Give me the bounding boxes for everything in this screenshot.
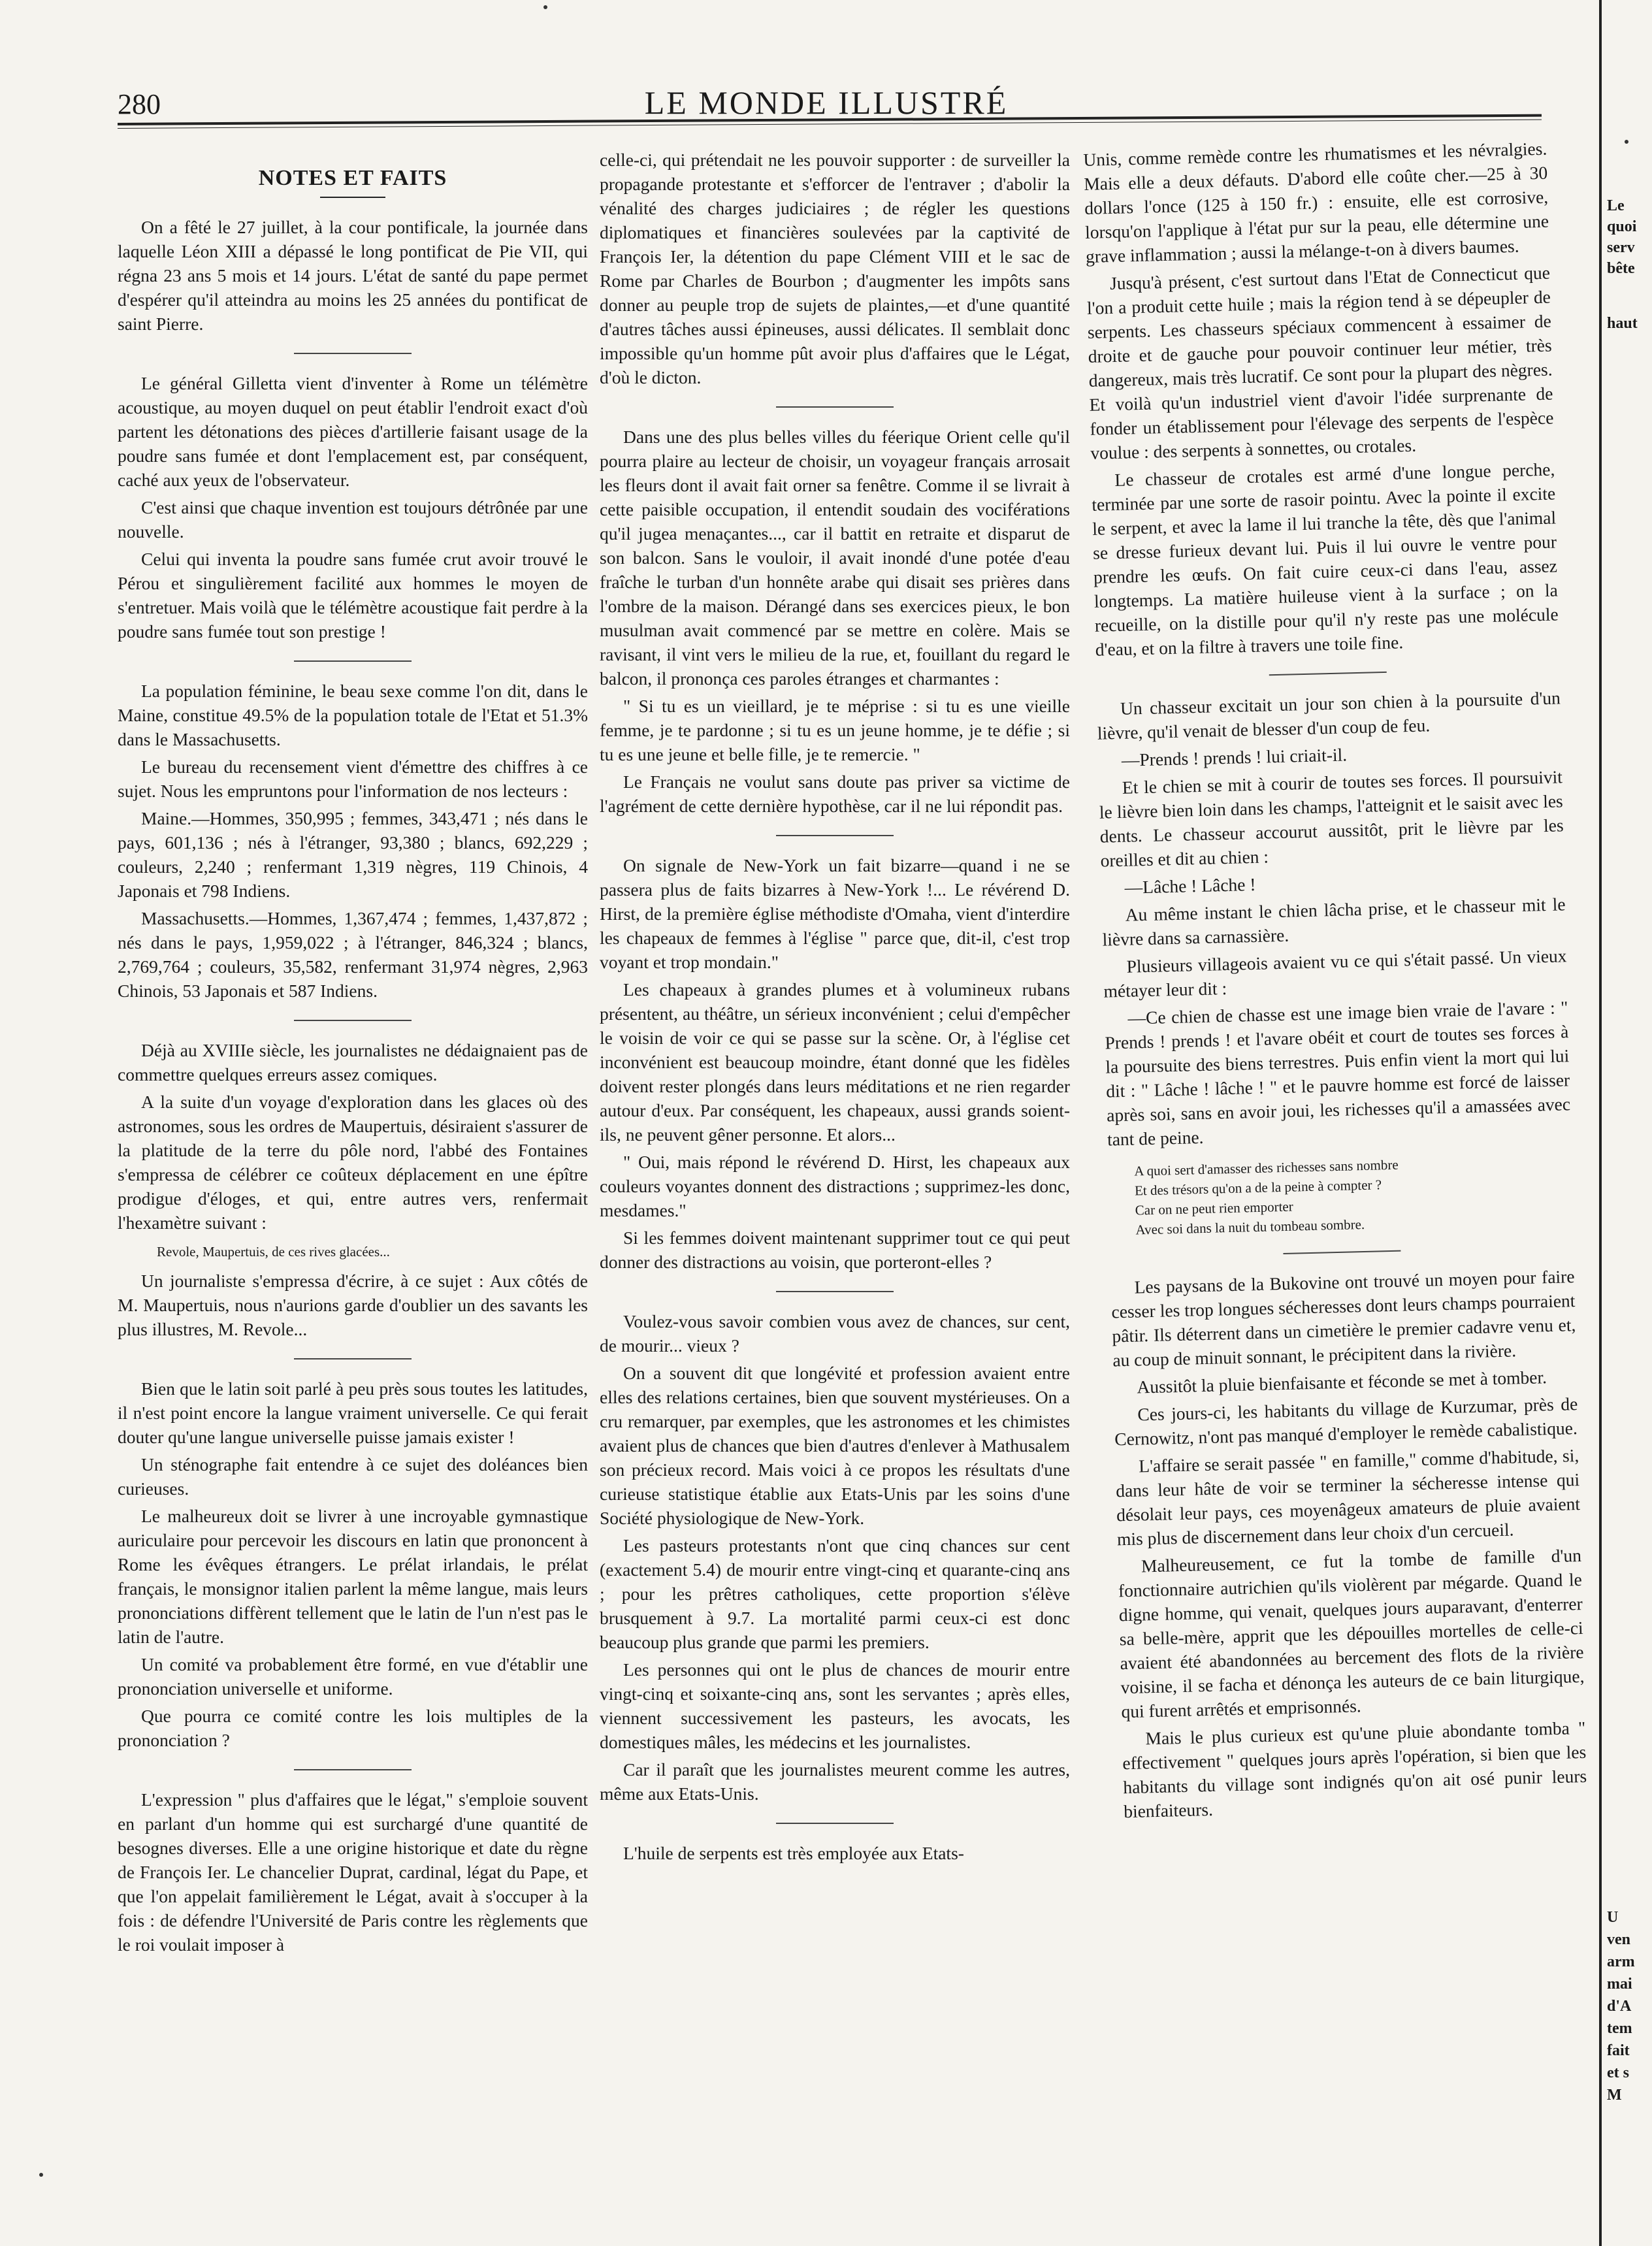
separator: [294, 1358, 412, 1359]
paragraph: Les chapeaux à grandes plumes et à volumineux rubans présentent, au théâtre, un sérieux inconvénient ; celui d'empêcher le voisin de voir ce qui se passe sur la scène. Or, à l'église cet inconvénient est beaucoup moindre, étant donné que les fidèles doivent rester plongés dans leurs méditations et ne rien regarder autour d'eux. Par conséquent, les chapeaux, aussi grands soient-ils, ne peuvent gêner personne. Et alors...: [600, 979, 1070, 1145]
separator: [294, 1769, 412, 1770]
separator: [1283, 1250, 1401, 1254]
paragraph: Le général Gilletta vient d'inventer à Rome un télémètre acoustique, au moyen duquel on peut établir l'endroit exact d'où partent les détonations des pièces d'artillerie faisant usage de la poudre sans fumée et dont l'emplacement est, par conséquent, caché aux yeux de l'observateur.: [118, 373, 588, 490]
separator: [776, 1823, 894, 1824]
paragraph: " Oui, mais répond le révérend D. Hirst, les chapeaux aux couleurs voyantes donnent des distractions ; supprimez-les donc, mesdames.": [600, 1152, 1070, 1220]
section-heading: NOTES ET FAITS: [258, 166, 447, 190]
paragraph: Massachusetts.—Hommes, 1,367,474 ; femmes, 1,437,872 ; nés dans le pays, 1,959,022 ; à l'étranger, 846,324 ; blancs, 2,769,764 ; couleurs, 35,582, renfermant 31,974 nègres, 2,963 Chinois, 53 Japonais et 587 Indiens.: [118, 908, 588, 1001]
paragraph: L'affaire se serait passée " en famille," comme d'habitude, si, dans leur hâte de voir se terminer la sécheresse intense qui désolait leur pays, ces moyenâgeux amateurs de pluie avaient mis plus de discernement dans leur choix d'un cercueil.: [1115, 1445, 1581, 1550]
paragraph: Le bureau du recensement vient d'émettre des chiffres à ce sujet. Nous les empruntons pour l'information de nos lecteurs :: [118, 757, 588, 801]
column-2: [600, 148, 1070, 1868]
separator: [294, 353, 412, 354]
paragraph: Si les femmes doivent maintenant supprimer tout ce qui peut donner des distractions au voisin, que porteront-elles ?: [600, 1228, 1070, 1272]
adjacent-page-fragment: Le: [1607, 197, 1625, 214]
heading-rule: [320, 197, 385, 198]
adjacent-page-fragment: quoi: [1607, 218, 1637, 235]
paragraph: Le Français ne voulut sans doute pas priver sa victime de l'agrément de cette dernière hypothèse, car il ne lui répondit pas.: [600, 772, 1070, 816]
adjacent-page-fragment: fait: [1607, 2042, 1630, 2059]
paragraph: Bien que le latin soit parlé à peu près sous toutes les latitudes, il n'est point encore la langue vraiment universelle. Ce qui ferait douter qu'une langue universelle puisse jamais exister !: [118, 1378, 588, 1447]
scan-speck: [543, 5, 547, 9]
paragraph: Unis, comme remède contre les rhumatismes et les névralgies. Mais elle a deux défauts. D'abord elle coûte cher.—25 à 30 dollars l'once (125 à 150 fr.) : ensuite, elle est corrosive, lorsqu'on l'applique à l'état pur sur la peau, elle détermine une grave inflammation ; aussi la mélange-t-on à divers baumes.: [1083, 138, 1549, 267]
paragraph: La population féminine, le beau sexe comme l'on dit, dans le Maine, constitue 49.5% de la population totale de l'Etat et 51.3% dans le Massachusetts.: [118, 681, 588, 749]
paragraph: Dans une des plus belles villes du féerique Orient celle qu'il pourra plaire au lecteur de choisir, un voyageur français arrosait les fleurs dont il avait fait orner sa fenêtre. Comme il se livrait à cette paisible occupation, il entendit soudain des vociférations qu'il jugea menaçantes..., car il battit en retraite et disparut de son balcon. Sans le vouloir, il avait inondé d'une potée d'eau fraîche le turban d'un honnête arabe qui disait ses prières dans l'ombre de la maison. Dérangé dans ses exercices pieux, le bon musulman avait commencé par se mettre en colère. Mais se ravisant, il vint vers le milieu de la rue, et, fouillant du regard le balcon, il prononça ces paroles étranges et charmantes :: [600, 427, 1070, 689]
poem-line: Et des trésors qu'on a de la peine à compter ?: [1134, 1177, 1382, 1199]
paragraph: —Ce chien de chasse est une image bien vraie de l'avare : " Prends ! prends ! et l'avare obéit et court de toutes ses forces à la poursuite des biens terrestres. Puis enfin vient la mort qui lui dit : " Lâche ! lâche ! " et le pauvre homme est forcé de laisser après soi, sans en avoir joui, les richesses qu'il a amassées avec tant de peine.: [1105, 997, 1571, 1150]
separator: [294, 1020, 412, 1021]
paragraph: C'est ainsi que chaque invention est toujours détrônée par une nouvelle.: [118, 497, 588, 542]
paragraph: Malheureusement, ce fut la tombe de famille d'un fonctionnaire autrichien qu'ils violèrent par mégarde. Quand le digne homme, qui venait, quelques jours auparavant, d'enterrer sa belle-mère, apprit que les dépouilles mortelles de celle-ci avaient été abandonnées au bercement des flots de la rivière voisine, il se facha et dénonça les auteurs de ce bain liturgique, qui furent arrêtés et emprisonnés.: [1118, 1545, 1585, 1722]
paragraph: Le malheureux doit se livrer à une incroyable gymnastique auriculaire pour percevoir les discours en latin que prononcent à Rome les évêques étrangers. Le prélat irlandais, le prélat français, le monsignor italien parlent la même langue, mais leurs prononciations diffèrent tellement que le latin de l'un n'est pas le latin de l'autre.: [118, 1506, 588, 1647]
paragraph: L'huile de serpents est très employée aux Etats-: [623, 1843, 964, 1863]
separator: [1269, 672, 1387, 675]
paragraph: Plusieurs villageois avaient vu ce qui s'était passé. Un vieux métayer leur dit :: [1103, 945, 1567, 1001]
adjacent-page-fragment: U: [1607, 1909, 1619, 1926]
paragraph: Voulez-vous savoir combien vous avez de chances, sur cent, de mourir... vieux ?: [600, 1311, 1070, 1356]
paragraph: Et le chien se mit à courir de toutes ses forces. Il poursuivit le lièvre bien loin dans les champs, l'atteignit et le saisit avec les dents. Le chasseur accourut aussitôt, prit le lièvre par les oreilles et dit au chien :: [1099, 766, 1564, 871]
adjacent-page-fragment: d'A: [1607, 1998, 1632, 2015]
separator: [776, 1291, 894, 1292]
paragraph: Car il paraît que les journalistes meurent comme les autres, même aux Etats-Unis.: [600, 1759, 1070, 1804]
adjacent-page-fragment: et s: [1607, 2064, 1629, 2081]
poem-line: Avec soi dans la nuit du tombeau sombre.: [1135, 1216, 1365, 1238]
separator: [776, 835, 894, 836]
paragraph: Maine.—Hommes, 350,995 ; femmes, 343,471 ; nés dans le pays, 601,136 ; nés à l'étranger, 93,380 ; blancs, 692,229 ; couleurs, 2,240 ; renfermant 1,319 nègres, 119 Chinois, 4 Japonais et 798 Indiens.: [118, 808, 588, 901]
adjacent-page-fragment: tem: [1607, 2020, 1632, 2037]
paragraph: Que pourra ce comité contre les lois multiples de la prononciation ?: [118, 1706, 588, 1750]
column-1: [118, 148, 588, 1960]
adjacent-page-fragment: mai: [1607, 1976, 1632, 1993]
paragraph: L'expression " plus d'affaires que le légat," s'emploie souvent en parlant d'un homme qui est surchargé d'une quantité de besognes diverses. Elle a une origine historique et date du règne de François Ier. Le chancelier Duprat, cardinal, légat du Pape, et que l'on appelait familièrement le Légat, avait à s'occuper à la fois : de défendre l'Université de Paris contre les règlements que le roi voulait imposer à: [118, 1789, 588, 1955]
paragraph: Un journaliste s'empressa d'écrire, à ce sujet : Aux côtés de M. Maupertuis, nous n'aurions garde d'oublier un des savants les plus illustres, M. Revole...: [118, 1271, 588, 1339]
paragraph: Un chasseur excitait un jour son chien à la poursuite d'un lièvre, qu'il venait de blesser d'un coup de feu.: [1097, 687, 1561, 743]
page-number: 280: [118, 88, 161, 120]
adjacent-page-fragment: arm: [1607, 1953, 1635, 1970]
verse-quote: Revole, Maupertuis, de ces rives glacées...: [157, 1244, 390, 1260]
paragraph: —Lâche ! Lâche !: [1124, 873, 1256, 898]
paragraph: " Si tu es un vieillard, je te méprise : si tu es une vieille femme, je te pardonne ; si tu es un jeune homme, je te défie ; si tu es une jeune et belle fille, je te remercie. ": [600, 696, 1070, 764]
paragraph: A la suite d'un voyage d'exploration dans les glaces où des astronomes, sous les ordres de Maupertuis, désiraient s'assurer de la platitude de la terre du pôle nord, l'abbé des Fontaines s'empressa de célébrer ce coûteux déplacement en une épître prodigue d'éloges, et qui, entre autres vers, renfermait l'hexamètre suivant :: [118, 1092, 588, 1233]
paragraph: Celui qui inventa la poudre sans fumée crut avoir trouvé le Pérou et singulièrement facilité aux hommes le moyen de s'entretuer. Mais voilà que le télémètre acoustique fait perdre à la poudre sans fumée tout son prestige !: [118, 549, 588, 642]
paragraph: Aussitôt la pluie bienfaisante et féconde se met à tomber.: [1136, 1367, 1547, 1397]
adjacent-page-fragment: serv: [1607, 239, 1635, 256]
poem-line: Car on ne peut rien emporter: [1135, 1198, 1293, 1218]
adjacent-page-edge: [1599, 0, 1652, 2246]
masthead-title: LE MONDE ILLUSTRÉ: [644, 84, 1009, 121]
paragraph: On a souvent dit que longévité et profession avaient entre elles des relations certaines, bien que souvent mystérieuses. On a cru remarquer, par exemples, que les astronomes et les chimistes avaient plus de chances que bien d'autres d'enlever à Mathusalem son précieux record. Mais voici à ce propos les résultats d'une curieuse statistique établie aux Etats-Unis par les soins d'une Société physiologique de New-York.: [600, 1363, 1070, 1528]
paragraph: Les paysans de la Bukovine ont trouvé un moyen pour faire cesser les trop longues sécheresses dont leurs champs pourraient pâtir. Ils déterrent dans un cimetière le premier cadavre venu et, au coup de minuit sonnant, le précipitent dans la rivière.: [1111, 1266, 1576, 1371]
paragraph: Déjà au XVIIIe siècle, les journalistes ne dédaignaient pas de commettre quelques erreurs assez comiques.: [118, 1040, 588, 1084]
paragraph: Les pasteurs protestants n'ont que cinq chances sur cent (exactement 5.4) de mourir entre vingt-cinq et quarante-cinq ans ; pour les prêtres catholiques, cette proportion s'élève brusquement à 9.7. La mortalité parmi ceux-ci est donc beaucoup plus grande que parmi les premiers.: [600, 1535, 1070, 1652]
poem: [1121, 1150, 1574, 1240]
paragraph: Le chasseur de crotales est armé d'une longue perche, terminée par une sorte de rasoir pointu. Avec la pointe il excite le serpent, et avec la lame il lui tranche la tête, dès que l'animal se dresse furieux devant lui. Puis il lui ouvre le ventre pour prendre les œufs. On fait cuire ceux-ci dans l'eau, assez longtemps. La matière huileuse vient à la surface ; on la recueille, on la distille pour qu'il n'y reste pas une molécule d'eau, et on la filtre à travers une toile fine.: [1091, 459, 1559, 660]
separator: [294, 660, 412, 662]
paragraph: Un sténographe fait entendre à ce sujet des doléances bien curieuses.: [118, 1454, 588, 1499]
paragraph: —Prends ! prends ! lui criait-il.: [1121, 744, 1348, 770]
separator: [776, 406, 894, 408]
paragraph: Jusqu'à présent, c'est surtout dans l'Etat de Connecticut que l'on a produit cette huile ; mais la région tend à se dépeupler de serpents. Les chasseurs spéciaux commencent à essaimer de droite et de gauche pour pouvoir continuer leur métier, très dangereux, mais très lucratif. Ce sont pour la plupart des nègres. Et voilà qu'un industriel vient d'avoir l'idée surprenante de fonder un établissement pour l'élevage des serpents de l'espèce voulue : des serpents à sonnettes, ou crotales.: [1086, 262, 1554, 463]
paragraph: On signale de New-York un fait bizarre—quand i ne se passera plus de faits bizarres à New-York !... Le révérend D. Hirst, de la première église méthodiste d'Omaha, vient d'interdire les chapeaux de femmes à l'église " parce que, dit-il, c'est trop voyant et trop mondain.": [600, 855, 1070, 972]
scan-speck: [39, 2173, 43, 2177]
paragraph: Mais le plus curieux est qu'une pluie abondante tomba " effectivement " quelques jours après l'opération, si bien que les habitants du village sont indignés qu'on ait osé punir leurs bienfaiteurs.: [1122, 1717, 1587, 1822]
paragraph: Ces jours-ci, les habitants du village de Kurzumar, près de Cernowitz, n'ont pas manqué d'employer le remède cabalistique.: [1114, 1393, 1578, 1450]
paragraph: Au même instant le chien lâcha prise, et le chasseur mit le lièvre dans sa carnassière.: [1102, 894, 1566, 950]
adjacent-page-fragment: bête: [1607, 260, 1635, 277]
adjacent-page-fragment: M: [1607, 2087, 1622, 2104]
adjacent-page-fragment: haut: [1607, 315, 1638, 332]
adjacent-page-fragment: ven: [1607, 1931, 1630, 1948]
paragraph: Les personnes qui ont le plus de chances de mourir entre vingt-cinq et soixante-cinq ans, sont les servantes ; après elles, viennent successivement les pasteurs, les avocats, les domestiques mâles, les médecins et les journalistes.: [600, 1659, 1070, 1752]
paragraph: On a fêté le 27 juillet, à la cour pontificale, la journée dans laquelle Léon XIII a dépassé le long pontificat de Pie VII, qui régna 23 ans 5 mois et 14 jours. L'état de santé du pape permet d'espérer qu'il atteindra au moins les 25 années du pontificat de saint Pierre.: [118, 217, 588, 334]
column-3: [1083, 137, 1588, 1827]
paragraph: celle-ci, qui prétendait ne les pouvoir supporter : de surveiller la propagande protestante et s'efforcer de l'entraver ; d'abolir la vénalité des charges judiciaires ; de régler les questions diplomatiques et financières soulevées par la captivité de François Ier, la détention du pape Clément VIII et le sac de Rome par Charles de Bourbon ; d'augmenter les impôts sans donner au peuple trop de sujets de plaintes,—et d'une quantité d'autres tâches aussi épineuses, aussi délicates. Il semblait donc impossible qu'un homme pût avoir plus d'affaires que le Légat, d'où le dicton.: [600, 150, 1070, 387]
scan-speck: [1625, 140, 1628, 144]
poem-line: A quoi sert d'amasser des richesses sans nombre: [1134, 1156, 1399, 1179]
paragraph: Un comité va probablement être formé, en vue d'établir une prononciation universelle et uniforme.: [118, 1654, 588, 1699]
